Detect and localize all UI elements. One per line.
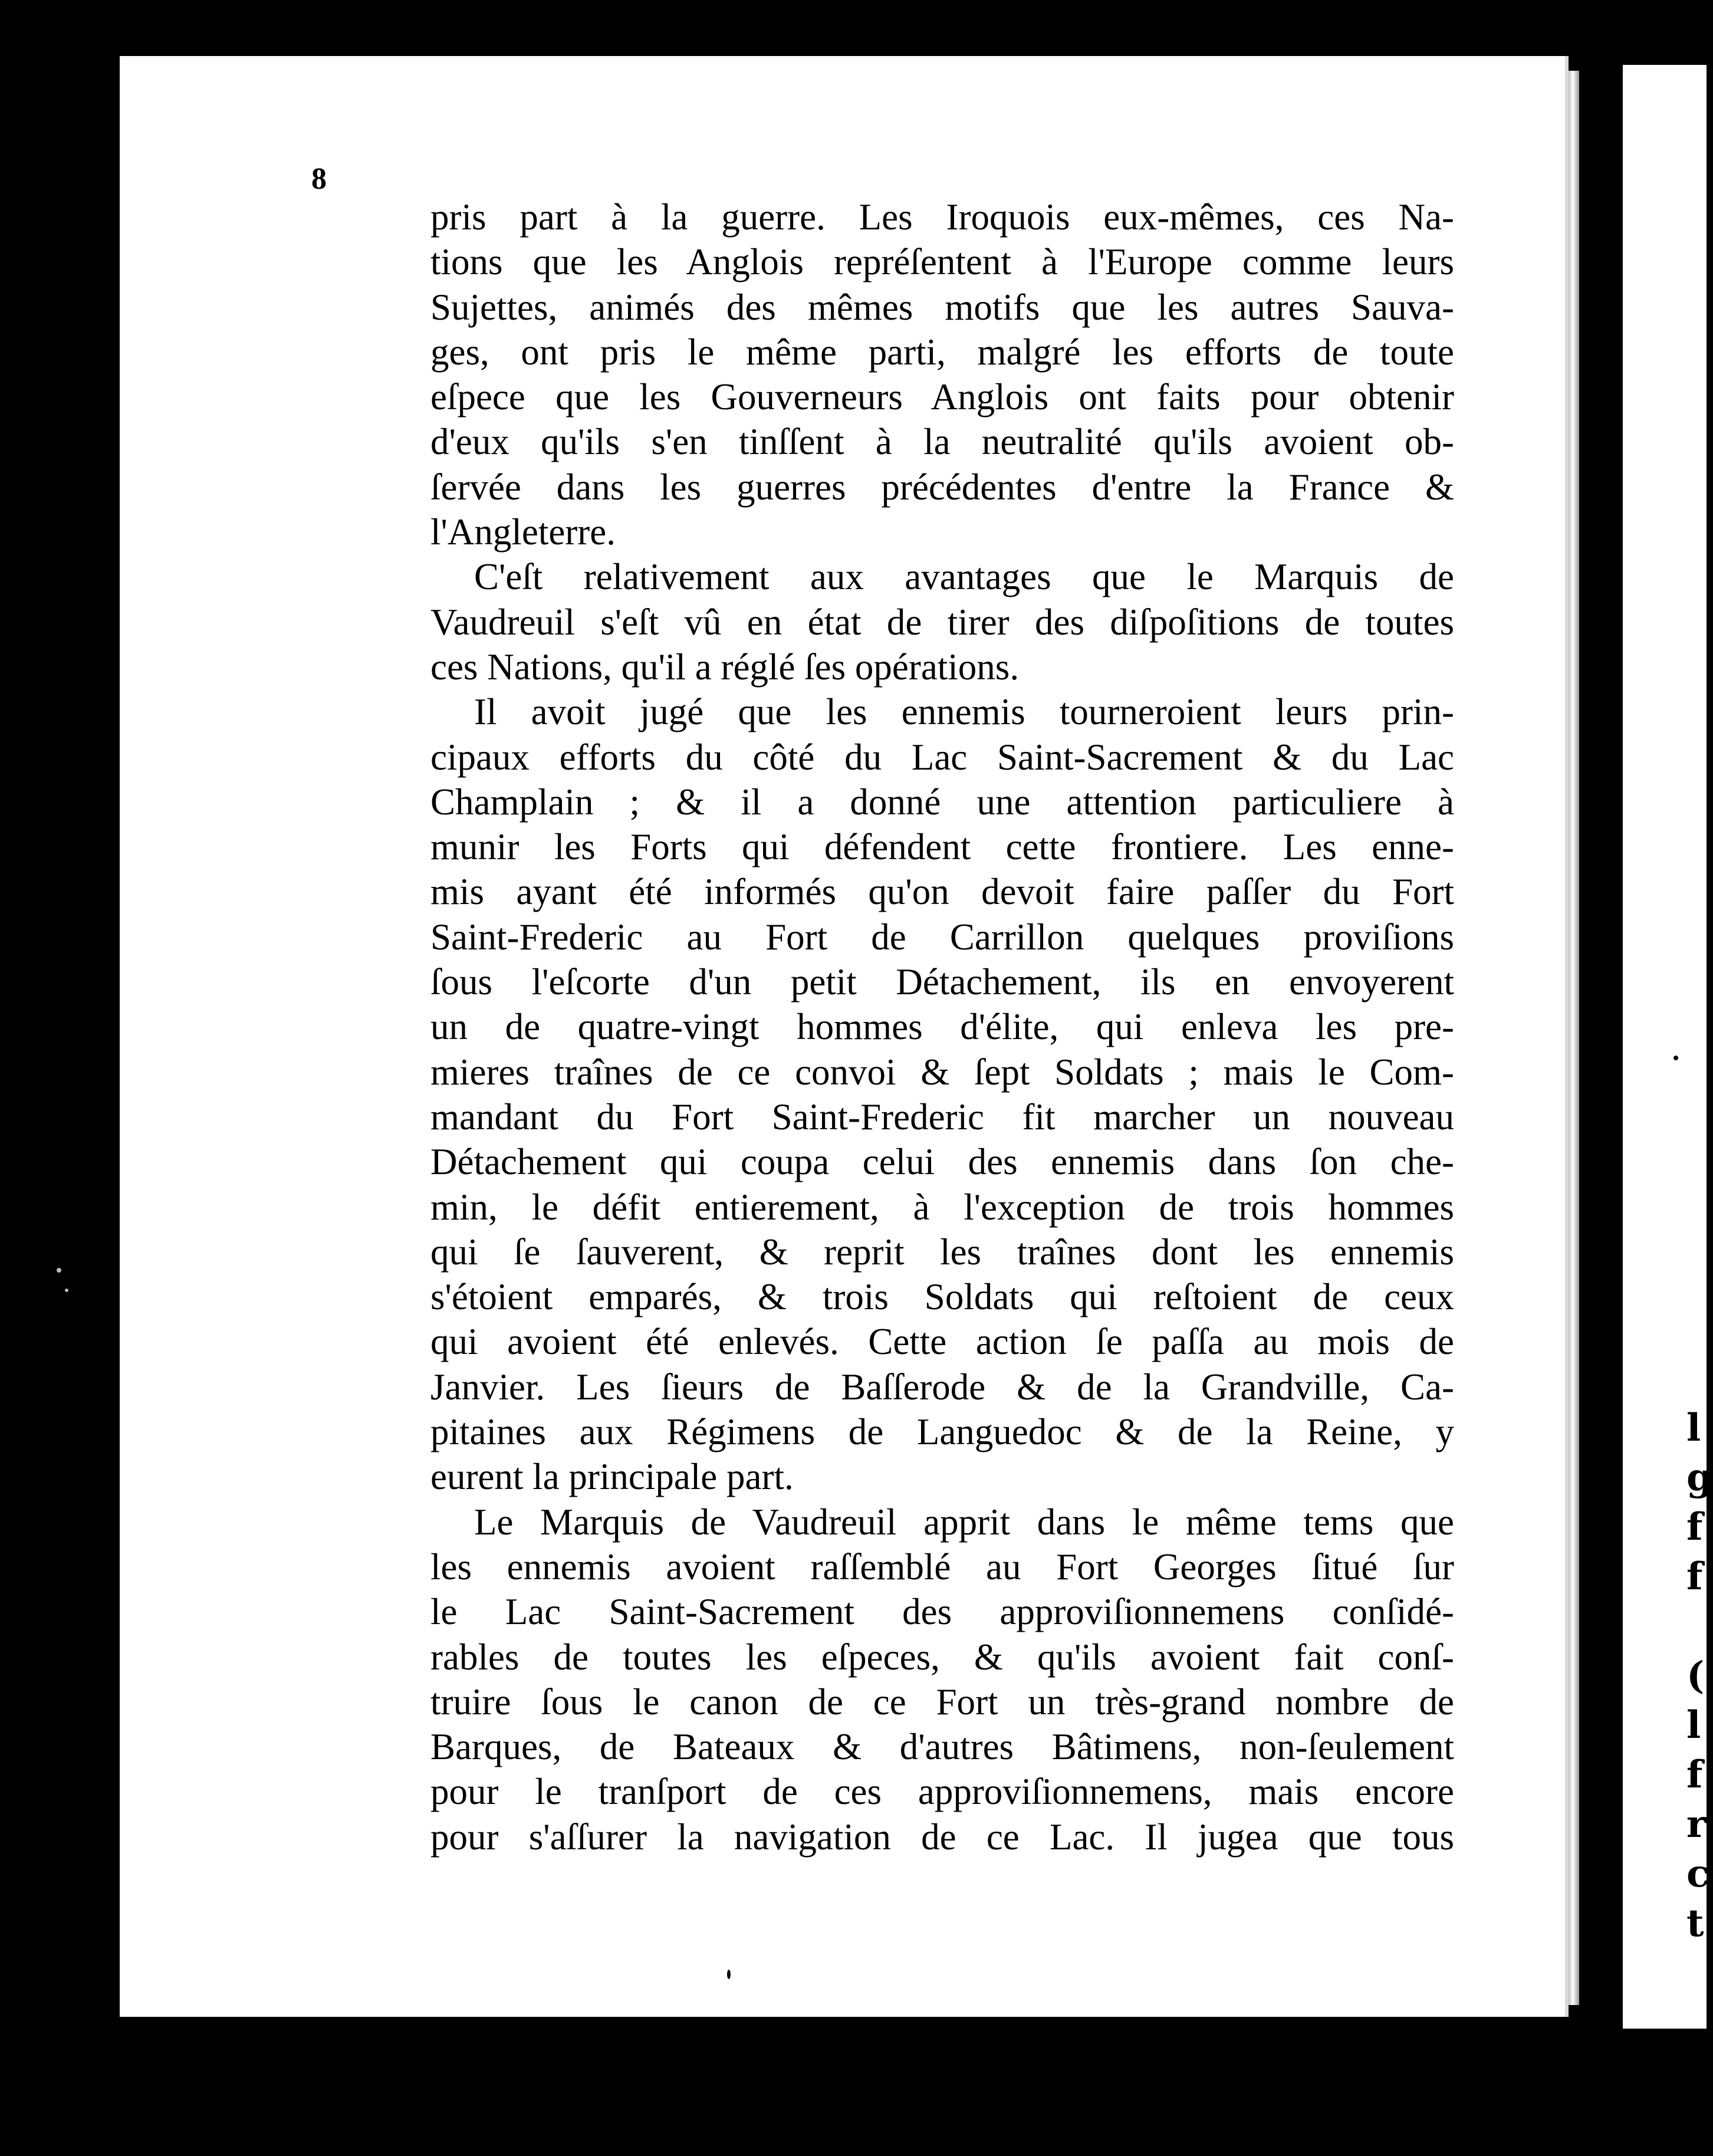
text-line: ſous l'eſcorte d'un petit Détachement, ils en envoyerent	[430, 961, 1454, 1003]
text-line: Champlain ; & il a donné une attention particuliere à	[430, 781, 1454, 823]
text-line: Sujettes, animés des mêmes motifs que les autres Sauva-	[430, 286, 1454, 328]
text-line: mieres traînes de ce convoi & ſept Soldats ; mais le Com-	[430, 1051, 1454, 1093]
text-line: munir les Forts qui défendent cette frontiere. Les enne-	[430, 826, 1454, 868]
text-line: Il avoit jugé que les ennemis tourneroient leurs prin-	[474, 691, 1454, 733]
text-line: pour s'aſſurer la navigation de ce Lac. Il jugea que tous	[430, 1816, 1454, 1858]
text-line: mandant du Fort Saint-Frederic fit marcher un nouveau	[430, 1096, 1454, 1138]
text-line: ges, ont pris le même parti, malgré les efforts de toute	[430, 331, 1454, 373]
text-line: C'eſt relativement aux avantages que le Marquis de	[474, 556, 1454, 598]
text-line: qui ſe ſauverent, & reprit les traînes dont les ennemis	[430, 1231, 1454, 1273]
facing-page-text-fragments: l g f f ( l f r c t	[1686, 1406, 1713, 1945]
scan-speck	[57, 1268, 61, 1273]
text-line: ces Nations, qu'il a réglé ſes opérations.	[430, 646, 1020, 688]
page-edge	[1569, 71, 1579, 2005]
text-line: eurent la principale part.	[430, 1456, 794, 1498]
text-line: eſpece que les Gouverneurs Anglois ont faits pour obtenir	[430, 376, 1454, 418]
text-line: mis ayant été informés qu'on devoit faire paſſer du Fort	[430, 871, 1454, 913]
text-line: min, le défit entierement, à l'exception de trois hommes	[430, 1186, 1454, 1228]
text-line: pitaines aux Régimens de Languedoc & de la Reine, y	[430, 1411, 1454, 1453]
text-line: Saint-Frederic au Fort de Carrillon quelques proviſions	[430, 916, 1454, 958]
text-line: tions que les Anglois repréſentent à l'Europe comme leurs	[430, 241, 1454, 283]
text-line: d'eux qu'ils s'en tinſſent à la neutralité qu'ils avoient ob-	[430, 421, 1454, 463]
text-line: ſervée dans les guerres précédentes d'entre la France &	[430, 466, 1454, 508]
text-line: l'Angleterre.	[430, 511, 616, 553]
text-line: Barques, de Bateaux & d'autres Bâtimens, non-ſeulement	[430, 1726, 1454, 1768]
text-line: truire ſous le canon de ce Fort un très-grand nombre de	[430, 1681, 1454, 1723]
text-line: les ennemis avoient raſſemblé au Fort Georges ſitué ſur	[430, 1546, 1454, 1588]
scan-speck	[1673, 1056, 1678, 1060]
text-line: pour le tranſport de ces approviſionnemens, mais encore	[430, 1771, 1454, 1813]
text-line: qui avoient été enlevés. Cette action ſe paſſa au mois de	[430, 1321, 1454, 1363]
page-number: 8	[311, 162, 327, 196]
text-line: s'étoient emparés, & trois Soldats qui reſtoient de ceux	[430, 1276, 1454, 1318]
text-line: cipaux efforts du côté du Lac Saint-Sacrement & du Lac	[430, 736, 1454, 778]
text-line: le Lac Saint-Sacrement des approviſionnemens conſidé-	[430, 1591, 1454, 1633]
text-line: rables de toutes les eſpeces, & qu'ils avoient fait conſ-	[430, 1636, 1454, 1678]
body-text	[430, 195, 1454, 1859]
text-line: Vaudreuil s'eſt vû en état de tirer des diſpoſitions de toutes	[430, 601, 1454, 643]
text-line: Détachement qui coupa celui des ennemis dans ſon che-	[430, 1141, 1454, 1183]
scan-speck	[727, 1970, 731, 1979]
text-line: Janvier. Les ſieurs de Baſſerode & de la Grandville, Ca-	[430, 1366, 1454, 1408]
text-line: un de quatre-vingt hommes d'élite, qui enleva les pre-	[430, 1006, 1454, 1048]
text-line: Le Marquis de Vaudreuil apprit dans le même tems que	[474, 1501, 1454, 1543]
scan-speck	[65, 1289, 68, 1292]
text-line: pris part à la guerre. Les Iroquois eux-mêmes, ces Na-	[430, 196, 1454, 238]
